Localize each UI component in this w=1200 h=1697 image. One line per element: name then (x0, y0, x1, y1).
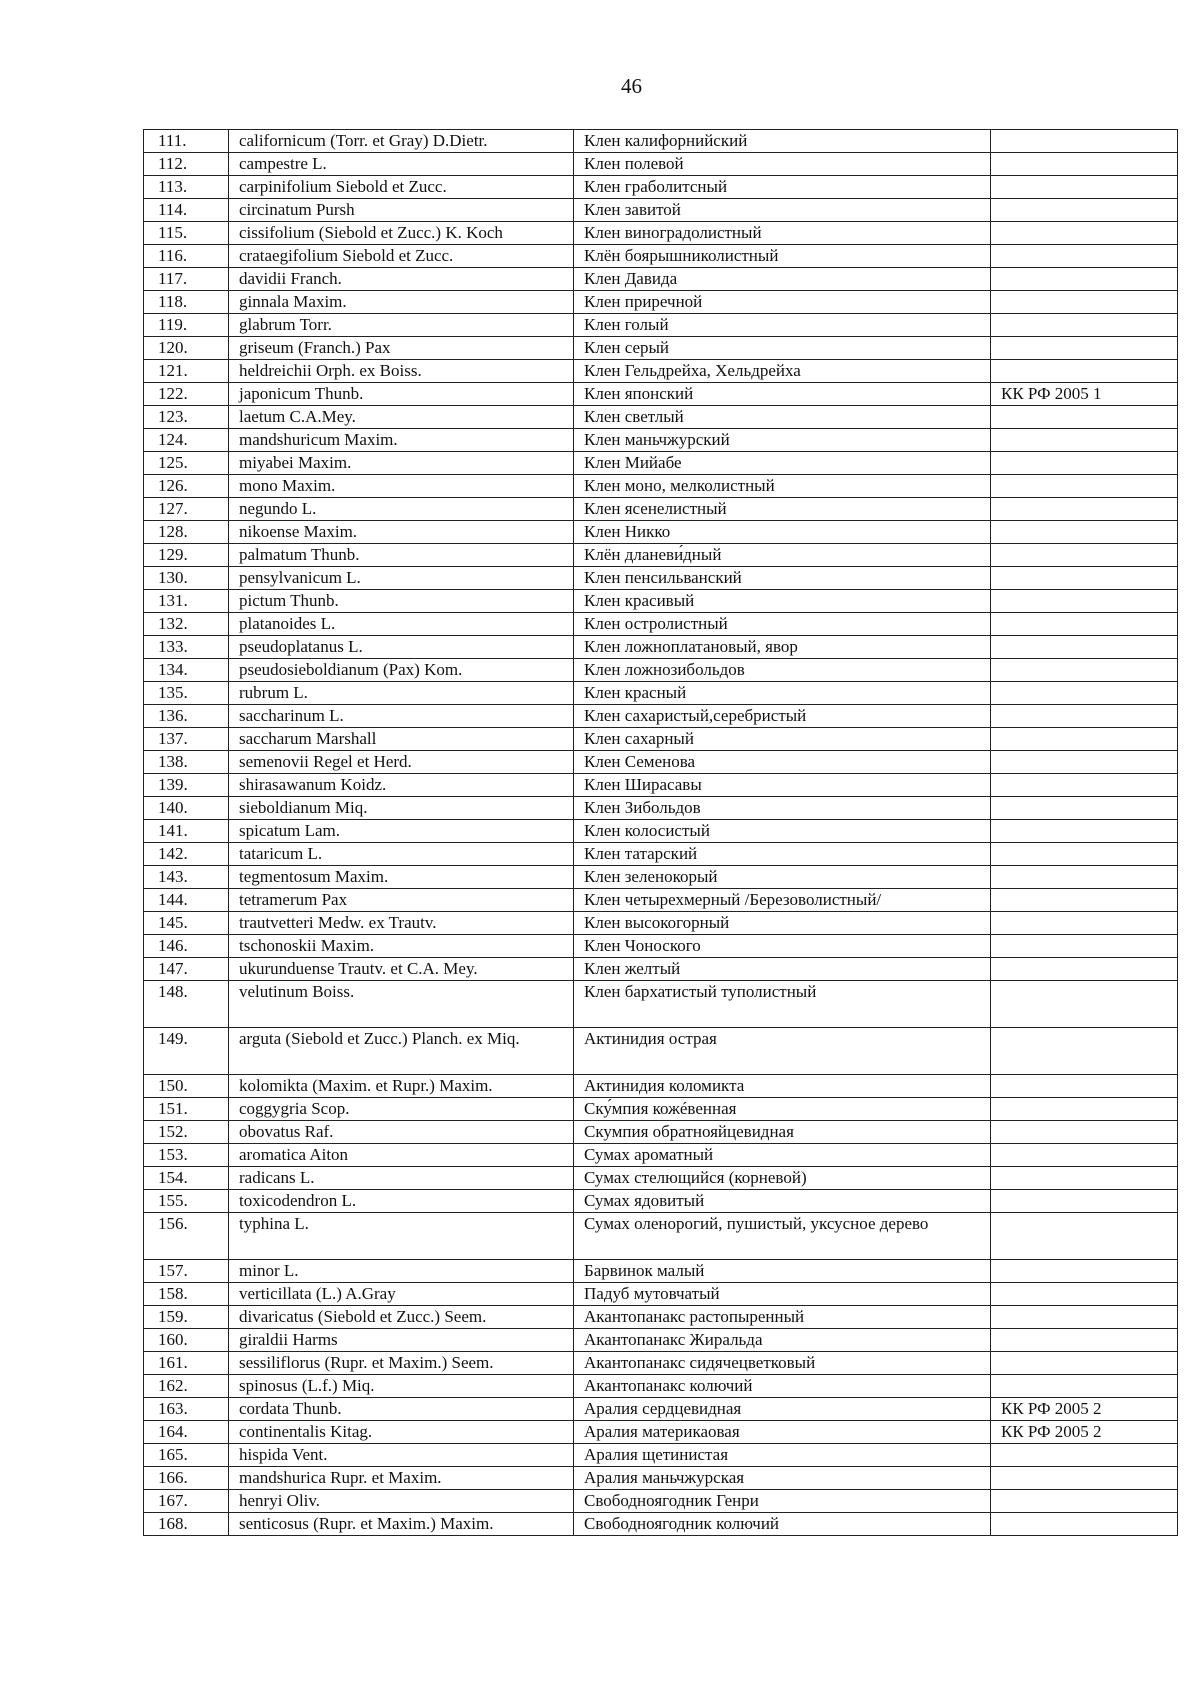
latin-name-cell: palmatum Thunb. (229, 544, 574, 567)
table-row (144, 843, 1178, 866)
latin-name-cell: obovatus Raf. (229, 1121, 574, 1144)
russian-name-cell: Клен японский (574, 383, 991, 406)
russian-name-cell: Клен Гельдрейха, Хельдрейха (574, 360, 991, 383)
russian-name-cell: Клен завитой (574, 199, 991, 222)
row-number-cell: 161. (144, 1352, 229, 1375)
row-number-cell: 141. (144, 820, 229, 843)
table-row (144, 429, 1178, 452)
status-cell (991, 590, 1178, 613)
row-number-cell: 166. (144, 1467, 229, 1490)
row-number-cell: 150. (144, 1075, 229, 1098)
russian-name-cell: Клен Мийабе (574, 452, 991, 475)
table-row (144, 1213, 1178, 1260)
latin-name-cell: spicatum Lam. (229, 820, 574, 843)
status-cell (991, 1144, 1178, 1167)
status-cell (991, 429, 1178, 452)
latin-name-cell: verticillata (L.) A.Gray (229, 1283, 574, 1306)
russian-name-cell: Аралия щетинистая (574, 1444, 991, 1467)
russian-name-cell: Акантопанакс колючий (574, 1375, 991, 1398)
latin-name-cell: tataricum L. (229, 843, 574, 866)
latin-name-cell: pseudoplatanus L. (229, 636, 574, 659)
status-cell (991, 360, 1178, 383)
table-row (144, 797, 1178, 820)
row-number-cell: 131. (144, 590, 229, 613)
russian-name-cell: Клен желтый (574, 958, 991, 981)
status-cell (991, 705, 1178, 728)
status-cell (991, 958, 1178, 981)
latin-name-cell: hispida Vent. (229, 1444, 574, 1467)
status-cell (991, 153, 1178, 176)
table-row (144, 337, 1178, 360)
latin-name-cell: shirasawanum Koidz. (229, 774, 574, 797)
status-cell (991, 452, 1178, 475)
table-row (144, 1283, 1178, 1306)
table-row (144, 153, 1178, 176)
table-row (144, 1490, 1178, 1513)
table-row (144, 705, 1178, 728)
status-cell (991, 314, 1178, 337)
row-number-cell: 123. (144, 406, 229, 429)
russian-name-cell: Клен маньчжурский (574, 429, 991, 452)
latin-name-cell: giraldii Harms (229, 1329, 574, 1352)
status-cell (991, 866, 1178, 889)
table-row (144, 1121, 1178, 1144)
table-row (144, 1098, 1178, 1121)
russian-name-cell: Клен калифорнийский (574, 130, 991, 153)
row-number-cell: 147. (144, 958, 229, 981)
russian-name-cell: Клен ложноплатановый, явор (574, 636, 991, 659)
russian-name-cell: Клен серый (574, 337, 991, 360)
row-number-cell: 117. (144, 268, 229, 291)
row-number-cell: 151. (144, 1098, 229, 1121)
status-cell (991, 636, 1178, 659)
russian-name-cell: Клен виноградолистный (574, 222, 991, 245)
russian-name-cell: Акантопанакс растопыренный (574, 1306, 991, 1329)
row-number-cell: 158. (144, 1283, 229, 1306)
row-number-cell: 125. (144, 452, 229, 475)
status-cell (991, 199, 1178, 222)
russian-name-cell: Клен красивый (574, 590, 991, 613)
status-cell (991, 1260, 1178, 1283)
row-number-cell: 118. (144, 291, 229, 314)
status-cell (991, 1375, 1178, 1398)
table-row (144, 521, 1178, 544)
russian-name-cell: Клен ясенелистный (574, 498, 991, 521)
latin-name-cell: nikoense Maxim. (229, 521, 574, 544)
latin-name-cell: miyabei Maxim. (229, 452, 574, 475)
latin-name-cell: continentalis Kitag. (229, 1421, 574, 1444)
table-row (144, 1513, 1178, 1536)
row-number-cell: 128. (144, 521, 229, 544)
status-cell (991, 1467, 1178, 1490)
status-cell (991, 1213, 1178, 1260)
table-row (144, 1444, 1178, 1467)
table-row (144, 567, 1178, 590)
russian-name-cell: Сумах оленорогий, пушистый, уксусное дерево (574, 1213, 991, 1260)
row-number-cell: 144. (144, 889, 229, 912)
row-number-cell: 127. (144, 498, 229, 521)
latin-name-cell: senticosus (Rupr. et Maxim.) Maxim. (229, 1513, 574, 1536)
status-cell (991, 889, 1178, 912)
latin-name-cell: saccharinum L. (229, 705, 574, 728)
row-number-cell: 122. (144, 383, 229, 406)
row-number-cell: 140. (144, 797, 229, 820)
species-table (143, 129, 1178, 1536)
russian-name-cell: Клен высокогорный (574, 912, 991, 935)
table-row (144, 291, 1178, 314)
status-cell: КК РФ 2005 2 (991, 1421, 1178, 1444)
russian-name-cell: Клен сахарный (574, 728, 991, 751)
row-number-cell: 155. (144, 1190, 229, 1213)
status-cell (991, 935, 1178, 958)
row-number-cell: 157. (144, 1260, 229, 1283)
latin-name-cell: aromatica Aiton (229, 1144, 574, 1167)
row-number-cell: 160. (144, 1329, 229, 1352)
table-row (144, 1167, 1178, 1190)
latin-name-cell: californicum (Torr. et Gray) D.Dietr. (229, 130, 574, 153)
table-row (144, 682, 1178, 705)
row-number-cell: 168. (144, 1513, 229, 1536)
status-cell (991, 176, 1178, 199)
row-number-cell: 112. (144, 153, 229, 176)
russian-name-cell: Клен четырехмерный /Березоволистный/ (574, 889, 991, 912)
row-number-cell: 116. (144, 245, 229, 268)
latin-name-cell: ukurunduense Trautv. et C.A. Mey. (229, 958, 574, 981)
table-row (144, 1190, 1178, 1213)
table-row (144, 590, 1178, 613)
status-cell (991, 1444, 1178, 1467)
latin-name-cell: pictum Thunb. (229, 590, 574, 613)
status-cell (991, 820, 1178, 843)
table-row (144, 981, 1178, 1028)
status-cell (991, 1283, 1178, 1306)
latin-name-cell: circinatum Pursh (229, 199, 574, 222)
row-number-cell: 121. (144, 360, 229, 383)
status-cell (991, 751, 1178, 774)
status-cell (991, 268, 1178, 291)
russian-name-cell: Аралия материкаовая (574, 1421, 991, 1444)
table-row (144, 613, 1178, 636)
russian-name-cell: Клен граболитсный (574, 176, 991, 199)
table-row (144, 1144, 1178, 1167)
status-cell (991, 1028, 1178, 1075)
russian-name-cell: Клен Давида (574, 268, 991, 291)
russian-name-cell: Акантопанакс Жиральда (574, 1329, 991, 1352)
table-row (144, 498, 1178, 521)
russian-name-cell: Клён боярышниколистный (574, 245, 991, 268)
latin-name-cell: pensylvanicum L. (229, 567, 574, 590)
latin-name-cell: divaricatus (Siebold et Zucc.) Seem. (229, 1306, 574, 1329)
status-cell (991, 291, 1178, 314)
row-number-cell: 148. (144, 981, 229, 1028)
russian-name-cell: Ску́мпия кожéвенная (574, 1098, 991, 1121)
latin-name-cell: tschonoskii Maxim. (229, 935, 574, 958)
latin-name-cell: mono Maxim. (229, 475, 574, 498)
table-row (144, 452, 1178, 475)
russian-name-cell: Клен Никко (574, 521, 991, 544)
table-row (144, 176, 1178, 199)
table-row (144, 406, 1178, 429)
row-number-cell: 111. (144, 130, 229, 153)
russian-name-cell: Клен колосистый (574, 820, 991, 843)
latin-name-cell: toxicodendron L. (229, 1190, 574, 1213)
russian-name-cell: Клен остролистный (574, 613, 991, 636)
table-row (144, 544, 1178, 567)
table-row (144, 1075, 1178, 1098)
table-row (144, 774, 1178, 797)
latin-name-cell: rubrum L. (229, 682, 574, 705)
status-cell: КК РФ 2005 2 (991, 1398, 1178, 1421)
russian-name-cell: Клен светлый (574, 406, 991, 429)
table-row (144, 820, 1178, 843)
latin-name-cell: cordata Thunb. (229, 1398, 574, 1421)
status-cell (991, 475, 1178, 498)
latin-name-cell: crataegifolium Siebold et Zucc. (229, 245, 574, 268)
russian-name-cell: Клен приречной (574, 291, 991, 314)
table-row (144, 912, 1178, 935)
table-row (144, 383, 1178, 406)
latin-name-cell: platanoides L. (229, 613, 574, 636)
row-number-cell: 149. (144, 1028, 229, 1075)
status-cell (991, 521, 1178, 544)
row-number-cell: 159. (144, 1306, 229, 1329)
row-number-cell: 130. (144, 567, 229, 590)
latin-name-cell: velutinum Boiss. (229, 981, 574, 1028)
latin-name-cell: sieboldianum Miq. (229, 797, 574, 820)
status-cell (991, 1098, 1178, 1121)
table-row (144, 1260, 1178, 1283)
row-number-cell: 136. (144, 705, 229, 728)
status-cell (991, 1490, 1178, 1513)
status-cell (991, 1513, 1178, 1536)
row-number-cell: 129. (144, 544, 229, 567)
row-number-cell: 120. (144, 337, 229, 360)
russian-name-cell: Клен Ширасавы (574, 774, 991, 797)
table-row (144, 1375, 1178, 1398)
table-row (144, 1467, 1178, 1490)
status-cell (991, 728, 1178, 751)
row-number-cell: 163. (144, 1398, 229, 1421)
russian-name-cell: Актинидия острая (574, 1028, 991, 1075)
russian-name-cell: Аралия маньчжурская (574, 1467, 991, 1490)
row-number-cell: 126. (144, 475, 229, 498)
row-number-cell: 152. (144, 1121, 229, 1144)
status-cell (991, 981, 1178, 1028)
russian-name-cell: Акантопанакс сидячецветковый (574, 1352, 991, 1375)
latin-name-cell: carpinifolium Siebold et Zucc. (229, 176, 574, 199)
row-number-cell: 142. (144, 843, 229, 866)
russian-name-cell: Свободноягодник колючий (574, 1513, 991, 1536)
latin-name-cell: arguta (Siebold et Zucc.) Planch. ex Miq. (229, 1028, 574, 1075)
status-cell (991, 1075, 1178, 1098)
status-cell (991, 1121, 1178, 1144)
russian-name-cell: Барвинок малый (574, 1260, 991, 1283)
table-row (144, 130, 1178, 153)
table-row (144, 360, 1178, 383)
row-number-cell: 165. (144, 1444, 229, 1467)
table-row (144, 1306, 1178, 1329)
row-number-cell: 114. (144, 199, 229, 222)
status-cell (991, 659, 1178, 682)
russian-name-cell: Клен полевой (574, 153, 991, 176)
status-cell (991, 797, 1178, 820)
table-row (144, 314, 1178, 337)
row-number-cell: 162. (144, 1375, 229, 1398)
row-number-cell: 143. (144, 866, 229, 889)
latin-name-cell: ginnala Maxim. (229, 291, 574, 314)
latin-name-cell: semenovii Regel et Herd. (229, 751, 574, 774)
latin-name-cell: tegmentosum Maxim. (229, 866, 574, 889)
latin-name-cell: kolomikta (Maxim. et Rupr.) Maxim. (229, 1075, 574, 1098)
status-cell (991, 544, 1178, 567)
russian-name-cell: Клён дланеви́дный (574, 544, 991, 567)
row-number-cell: 124. (144, 429, 229, 452)
table-row (144, 866, 1178, 889)
latin-name-cell: saccharum Marshall (229, 728, 574, 751)
latin-name-cell: sessiliflorus (Rupr. et Maxim.) Seem. (229, 1352, 574, 1375)
status-cell (991, 613, 1178, 636)
table-row (144, 728, 1178, 751)
russian-name-cell: Сумах ядовитый (574, 1190, 991, 1213)
table-row (144, 1421, 1178, 1444)
russian-name-cell: Свободноягодник Генри (574, 1490, 991, 1513)
russian-name-cell: Клен сахаристый,серебристый (574, 705, 991, 728)
russian-name-cell: Скумпия обратнояйцевидная (574, 1121, 991, 1144)
table-row (144, 958, 1178, 981)
russian-name-cell: Клен татарский (574, 843, 991, 866)
status-cell (991, 406, 1178, 429)
status-cell (991, 130, 1178, 153)
status-cell (991, 1306, 1178, 1329)
latin-name-cell: laetum C.A.Mey. (229, 406, 574, 429)
page-number: 46 (621, 74, 642, 98)
row-number-cell: 154. (144, 1167, 229, 1190)
status-cell (991, 1329, 1178, 1352)
row-number-cell: 113. (144, 176, 229, 199)
table-row (144, 935, 1178, 958)
status-cell (991, 222, 1178, 245)
row-number-cell: 139. (144, 774, 229, 797)
russian-name-cell: Клен бархатистый туполистный (574, 981, 991, 1028)
russian-name-cell: Клен пенсильванский (574, 567, 991, 590)
latin-name-cell: spinosus (L.f.) Miq. (229, 1375, 574, 1398)
russian-name-cell: Клен голый (574, 314, 991, 337)
latin-name-cell: coggygria Scop. (229, 1098, 574, 1121)
russian-name-cell: Клен моно, мелколистный (574, 475, 991, 498)
row-number-cell: 133. (144, 636, 229, 659)
table-row (144, 1329, 1178, 1352)
latin-name-cell: minor L. (229, 1260, 574, 1283)
row-number-cell: 134. (144, 659, 229, 682)
row-number-cell: 115. (144, 222, 229, 245)
status-cell (991, 337, 1178, 360)
russian-name-cell: Клен зеленокорый (574, 866, 991, 889)
latin-name-cell: henryi Oliv. (229, 1490, 574, 1513)
latin-name-cell: mandshuricum Maxim. (229, 429, 574, 452)
russian-name-cell: Клен ложнозибольдов (574, 659, 991, 682)
latin-name-cell: campestre L. (229, 153, 574, 176)
latin-name-cell: heldreichii Orph. ex Boiss. (229, 360, 574, 383)
status-cell (991, 567, 1178, 590)
russian-name-cell: Клен Семенова (574, 751, 991, 774)
russian-name-cell: Падуб мутовчатый (574, 1283, 991, 1306)
latin-name-cell: japonicum Thunb. (229, 383, 574, 406)
row-number-cell: 146. (144, 935, 229, 958)
russian-name-cell: Клен Зибольдов (574, 797, 991, 820)
russian-name-cell: Сумах стелющийся (корневой) (574, 1167, 991, 1190)
table-row (144, 1352, 1178, 1375)
row-number-cell: 156. (144, 1213, 229, 1260)
latin-name-cell: glabrum Torr. (229, 314, 574, 337)
status-cell (991, 774, 1178, 797)
latin-name-cell: typhina L. (229, 1213, 574, 1260)
latin-name-cell: pseudosieboldianum (Pax) Kom. (229, 659, 574, 682)
latin-name-cell: griseum (Franch.) Pax (229, 337, 574, 360)
status-cell (991, 1167, 1178, 1190)
row-number-cell: 135. (144, 682, 229, 705)
row-number-cell: 132. (144, 613, 229, 636)
latin-name-cell: tetramerum Pax (229, 889, 574, 912)
status-cell (991, 682, 1178, 705)
species-table-body (144, 130, 1178, 1536)
table-row (144, 222, 1178, 245)
latin-name-cell: mandshurica Rupr. et Maxim. (229, 1467, 574, 1490)
status-cell: КК РФ 2005 1 (991, 383, 1178, 406)
row-number-cell: 153. (144, 1144, 229, 1167)
status-cell (991, 912, 1178, 935)
russian-name-cell: Клен Чоноского (574, 935, 991, 958)
russian-name-cell: Сумах ароматный (574, 1144, 991, 1167)
russian-name-cell: Клен красный (574, 682, 991, 705)
latin-name-cell: radicans L. (229, 1167, 574, 1190)
status-cell (991, 245, 1178, 268)
table-row (144, 245, 1178, 268)
russian-name-cell: Актинидия коломикта (574, 1075, 991, 1098)
table-row (144, 636, 1178, 659)
latin-name-cell: trautvetteri Medw. ex Trautv. (229, 912, 574, 935)
latin-name-cell: davidii Franch. (229, 268, 574, 291)
row-number-cell: 145. (144, 912, 229, 935)
latin-name-cell: cissifolium (Siebold et Zucc.) K. Koch (229, 222, 574, 245)
row-number-cell: 119. (144, 314, 229, 337)
status-cell (991, 1352, 1178, 1375)
row-number-cell: 164. (144, 1421, 229, 1444)
status-cell (991, 843, 1178, 866)
table-row (144, 1398, 1178, 1421)
row-number-cell: 167. (144, 1490, 229, 1513)
table-row (144, 1028, 1178, 1075)
status-cell (991, 1190, 1178, 1213)
russian-name-cell: Аралия сердцевидная (574, 1398, 991, 1421)
table-row (144, 268, 1178, 291)
table-row (144, 475, 1178, 498)
table-row (144, 889, 1178, 912)
table-row (144, 659, 1178, 682)
row-number-cell: 137. (144, 728, 229, 751)
status-cell (991, 498, 1178, 521)
latin-name-cell: negundo L. (229, 498, 574, 521)
table-row (144, 199, 1178, 222)
table-row (144, 751, 1178, 774)
row-number-cell: 138. (144, 751, 229, 774)
